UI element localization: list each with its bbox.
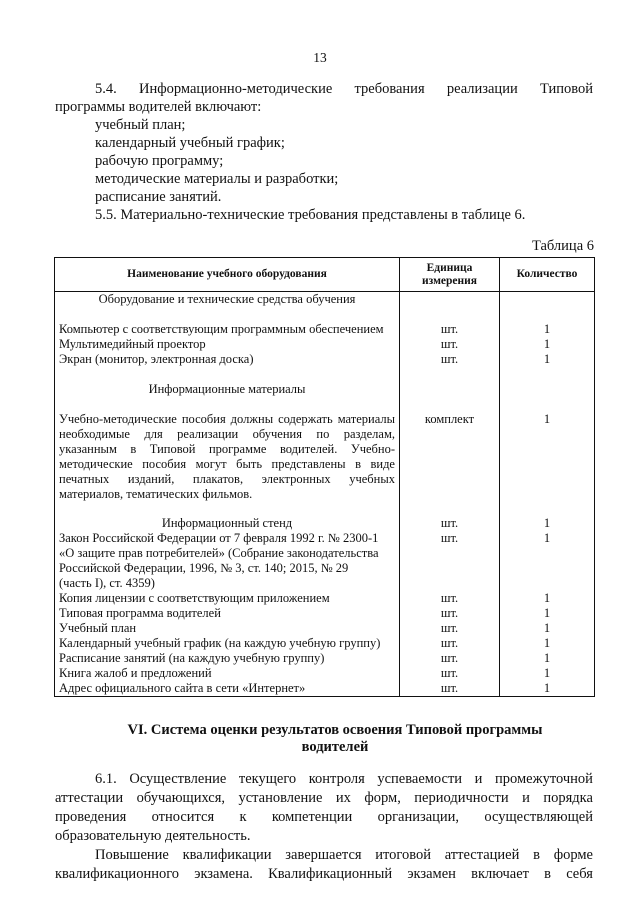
spacer-row [55,307,595,322]
law-line: Российской Федерации, 1996, № 3, ст. 140; 2015, № 29 [59,561,349,575]
item-unit: шт. [400,352,500,367]
word: экзамена. [194,866,253,882]
page-number: 13 [313,50,327,65]
word: компетенции [271,809,353,825]
paragraph-6-1-line-2 [55,789,593,807]
item-unit: шт. [400,606,500,621]
table-row [55,666,595,681]
law-line: (часть I), ст. 4359) [59,576,155,590]
word: квалификации [182,847,272,863]
word: себя [566,866,593,882]
table-section-row [55,382,595,397]
item-qty: 1 [500,681,595,697]
empty-cell [500,292,595,308]
item-unit: шт. [400,621,500,636]
table-row [55,621,595,636]
spacer-row [55,367,595,382]
empty-cell [400,307,500,322]
empty-cell [400,292,500,308]
item-name: Учебный план [55,621,400,636]
word: их [335,790,351,806]
table-row [55,337,595,352]
empty-cell [500,382,595,397]
word: в [533,847,540,863]
spacer-row [55,502,595,516]
word: Информационно-методические [138,81,333,97]
item-qty: 1 [500,621,595,636]
table-row [55,606,595,621]
empty-cell [500,367,595,382]
paragraph-5-4-line-1 [95,80,593,98]
word: относится [151,809,215,825]
list-item: учебный план; [95,117,186,133]
item-name: Адрес официального сайта в сети «Интернет» [55,681,400,697]
word: Типовой [539,81,593,97]
empty-cell [500,502,595,516]
item-qty: 1 [500,516,595,531]
table-header-row [55,258,595,292]
table-row [55,352,595,367]
table-row [55,412,595,502]
item-qty: 1 [500,591,595,606]
word: требования [354,81,425,97]
item-name: Экран (монитор, электронная доска) [55,352,400,367]
item-qty: 1 [500,352,595,367]
item-name: Компьютер с соответствующим программным обеспечением [55,322,400,337]
item-qty: 1 [500,531,595,591]
word: включает [471,866,530,882]
empty-cell [400,382,500,397]
paragraph-6-1-line-1 [95,770,593,788]
item-name: Информационный стенд [55,516,400,531]
word: периодичности [414,790,509,806]
word: экзамен [407,866,456,882]
header-name: Наименование учебного оборудования [55,258,400,292]
word: к [239,809,247,825]
word: текущего [238,771,297,787]
table-row [55,651,595,666]
item-unit: комплект [400,412,500,502]
word: промежуточной [494,771,593,787]
word: форм, [364,790,401,806]
spacer-row [55,397,595,412]
item-unit: шт. [400,531,500,591]
item-unit: шт. [400,591,500,606]
item-unit: шт. [400,651,500,666]
item-unit: шт. [400,666,500,681]
table-caption: Таблица 6 [531,238,594,254]
section-heading: VI. Система оценки результатов освоения Типовой программы водителей [127,722,543,755]
word: в [544,866,552,882]
empty-cell [55,397,400,412]
item-qty: 1 [500,636,595,651]
table-row [55,516,595,531]
table-row [55,531,595,591]
section-title: Оборудование и технические средства обучения [55,292,400,308]
word: Квалификационный [268,866,393,882]
list-item: методические материалы и разработки; [95,171,339,187]
item-qty: 1 [500,412,595,502]
law-line: «О защите прав потребителей» (Собрание законодательства [59,546,379,560]
empty-cell [400,367,500,382]
word: и [474,771,483,787]
word: реализации [446,81,518,97]
word: проведения [55,809,127,825]
word: организации, [377,809,460,825]
item-unit: шт. [400,322,500,337]
item-name: Учебно-методические пособия должны содержать материалы необходимые для реализации обучения по разделам, указанным в Типовой программе водителей. Учебно-методические пособия могут быть представлены в виде печатных изданий, плакатов, электронных учебных материалов, тематических фильмов. [55,412,400,502]
item-name [55,531,400,591]
word: Повышение [95,847,169,863]
paragraph-6-1-line-3 [55,808,593,826]
list-item: рабочую программу; [95,153,224,169]
empty-cell [55,367,400,382]
empty-cell [400,397,500,412]
item-qty: 1 [500,606,595,621]
table-section-row [55,292,595,308]
word: обучающихся, [136,790,226,806]
empty-cell [55,307,400,322]
empty-cell [400,502,500,516]
table-row [55,591,595,606]
item-name: Типовая программа водителей [55,606,400,621]
word: успеваемости [377,771,463,787]
item-unit: шт. [400,636,500,651]
paragraph-6-2-line-1 [95,846,593,864]
item-name: Расписание занятий (на каждую учебную группу) [55,651,400,666]
word: установление [238,790,323,806]
table-row [55,681,595,697]
item-unit: шт. [400,337,500,352]
word: Осуществление [129,771,227,787]
empty-cell [500,307,595,322]
item-name: Календарный учебный график (на каждую учебную группу) [55,636,400,651]
word: и [522,790,530,806]
item-qty: 1 [500,666,595,681]
paragraph-6-2-line-2 [55,865,593,883]
word: итоговой [375,847,432,863]
item-name: Копия лицензии с соответствующим приложением [55,591,400,606]
word: аттестацией [444,847,520,863]
paragraph-5-5: 5.5. Материально-технические требования представлены в таблице 6. [95,207,526,223]
word: порядка [543,790,593,806]
item-qty: 1 [500,651,595,666]
table-row [55,322,595,337]
item-unit: шт. [400,516,500,531]
word: 6.1. [95,771,117,787]
item-qty: 1 [500,322,595,337]
list-item: календарный учебный график; [95,135,285,151]
word: аттестации [55,790,124,806]
header-qty: Количество [500,258,595,292]
paragraph-5-4-line-2: программы водителей включают: [55,99,262,115]
item-name: Мультимедийный проектор [55,337,400,352]
equipment-table [54,257,595,697]
word: форме [553,847,593,863]
section-title: Информационные материалы [55,382,400,397]
word: контроля [308,771,365,787]
word: 5.4. [95,81,117,97]
word: завершается [285,847,362,863]
word: квалификационного [55,866,180,882]
header-unit: Единица измерения [400,258,500,292]
paragraph-6-1-line-4: образовательную деятельность. [55,828,251,844]
empty-cell [500,397,595,412]
law-line: Закон Российской Федерации от 7 февраля 1992 г. № 2300-1 [59,531,379,545]
item-unit: шт. [400,681,500,697]
item-qty: 1 [500,337,595,352]
table-row [55,636,595,651]
list-item: расписание занятий. [95,189,222,205]
word: осуществляющей [484,809,593,825]
item-name: Книга жалоб и предложений [55,666,400,681]
empty-cell [55,502,400,516]
